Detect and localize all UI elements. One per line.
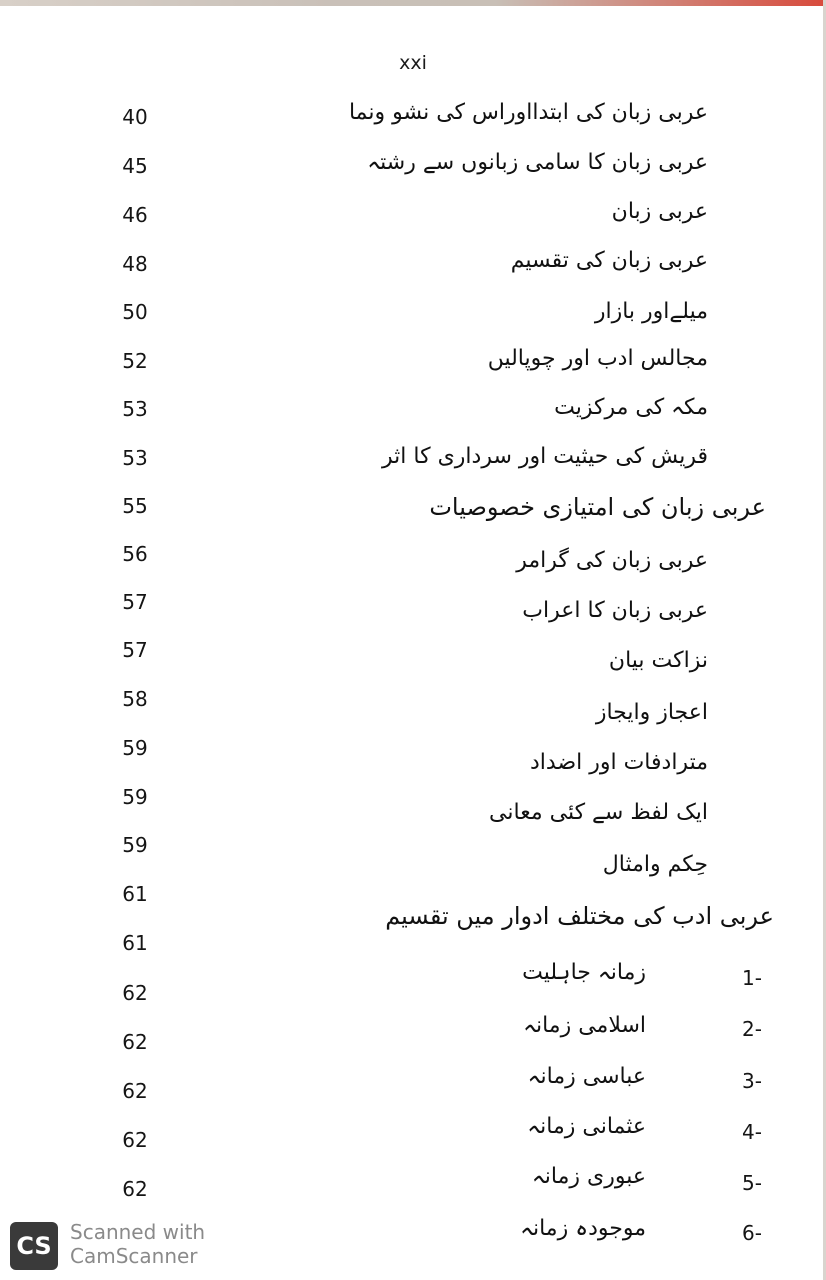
toc-page-number: 59 [122, 785, 148, 809]
toc-page-number: 57 [122, 638, 148, 662]
toc-entry-index: 4- [742, 1120, 762, 1144]
toc-page-number: 40 [122, 105, 148, 129]
camscanner-watermark [10, 1218, 220, 1276]
toc-entry-title: حِکم وامثال [602, 852, 708, 877]
camscanner-logo-icon: CS [10, 1222, 58, 1270]
toc-page-number: 55 [122, 494, 148, 518]
toc-page-number: 58 [122, 687, 148, 711]
toc-entry-title: عربی زبان [611, 199, 708, 224]
toc-page-number: 50 [122, 300, 148, 324]
toc-page-number: 59 [122, 833, 148, 857]
toc-entry-title: عربی زبان کا سامی زبانوں سے رشتہ [367, 150, 708, 175]
toc-entry-title: عثمانی زمانہ [527, 1114, 646, 1139]
toc-entry-title: عربی زبان کی تقسیم [510, 248, 708, 273]
watermark-line-2: CamScanner [70, 1244, 198, 1268]
toc-entry-title: ایک لفظ سے کئی معانی [489, 800, 708, 825]
toc-page-number: 62 [122, 1177, 148, 1201]
toc-entry-title: عربی زبان کی گرامر [516, 548, 708, 573]
toc-page-number: 53 [122, 446, 148, 470]
toc-entry-index: 5- [742, 1171, 762, 1195]
toc-page-number: 59 [122, 736, 148, 760]
toc-page-number: 45 [122, 154, 148, 178]
toc-page-number: 53 [122, 397, 148, 421]
toc-page-number: 48 [122, 252, 148, 276]
toc-entry-title: موجودہ زمانہ [520, 1216, 646, 1241]
toc-entry-title: عربی زبان کا اعراب [522, 598, 708, 623]
toc-entry-title: میلےاور بازار [594, 299, 708, 324]
toc-page-number: 62 [122, 1030, 148, 1054]
toc-page-number: 62 [122, 1128, 148, 1152]
toc-entry-title: عبوری زمانہ [531, 1164, 646, 1189]
toc-page-number: 61 [122, 882, 148, 906]
toc-page-number: 52 [122, 349, 148, 373]
toc-entry-index: 3- [742, 1069, 762, 1093]
watermark-text [70, 1220, 205, 1268]
watermark-line-1: Scanned with [70, 1220, 206, 1244]
page-number: xxi [399, 52, 427, 74]
toc-page-number: 46 [122, 203, 148, 227]
toc-entry-index: 6- [742, 1221, 762, 1245]
toc-entry-title: مکہ کی مرکزیت [554, 395, 708, 420]
toc-page-number: 57 [122, 590, 148, 614]
toc-entry-title: عربی زبان کی ابتدااوراس کی نشو ونما [348, 100, 708, 125]
toc-entry-title: نزاکت بیان [608, 648, 708, 673]
toc-entry-title: مترادفات اور اضداد [530, 750, 708, 775]
toc-entry-title: اعجاز وایجاز [595, 700, 708, 725]
toc-entry-title: عربی ادب کی مختلف ادوار میں تقسیم [385, 902, 774, 930]
toc-page-number: 61 [122, 931, 148, 955]
toc-entry-title: مجالس ادب اور چوپالیں [487, 346, 708, 371]
toc-page-number: 62 [122, 981, 148, 1005]
toc-entry-title: عربی زبان کی امتیازی خصوصیات [429, 493, 766, 521]
toc-entry-index: 1- [742, 966, 762, 990]
toc-page-number: 62 [122, 1079, 148, 1103]
toc-entry-title: زمانہ جاہلیت [522, 960, 646, 985]
toc-entry-title: عباسی زمانہ [527, 1064, 646, 1089]
toc-entry-index: 2- [742, 1017, 762, 1041]
toc-entry-title: اسلامی زمانہ [523, 1013, 646, 1038]
toc-page-number: 56 [122, 542, 148, 566]
toc-entry-title: قریش کی حیثیت اور سرداری کا اثر [382, 444, 708, 469]
